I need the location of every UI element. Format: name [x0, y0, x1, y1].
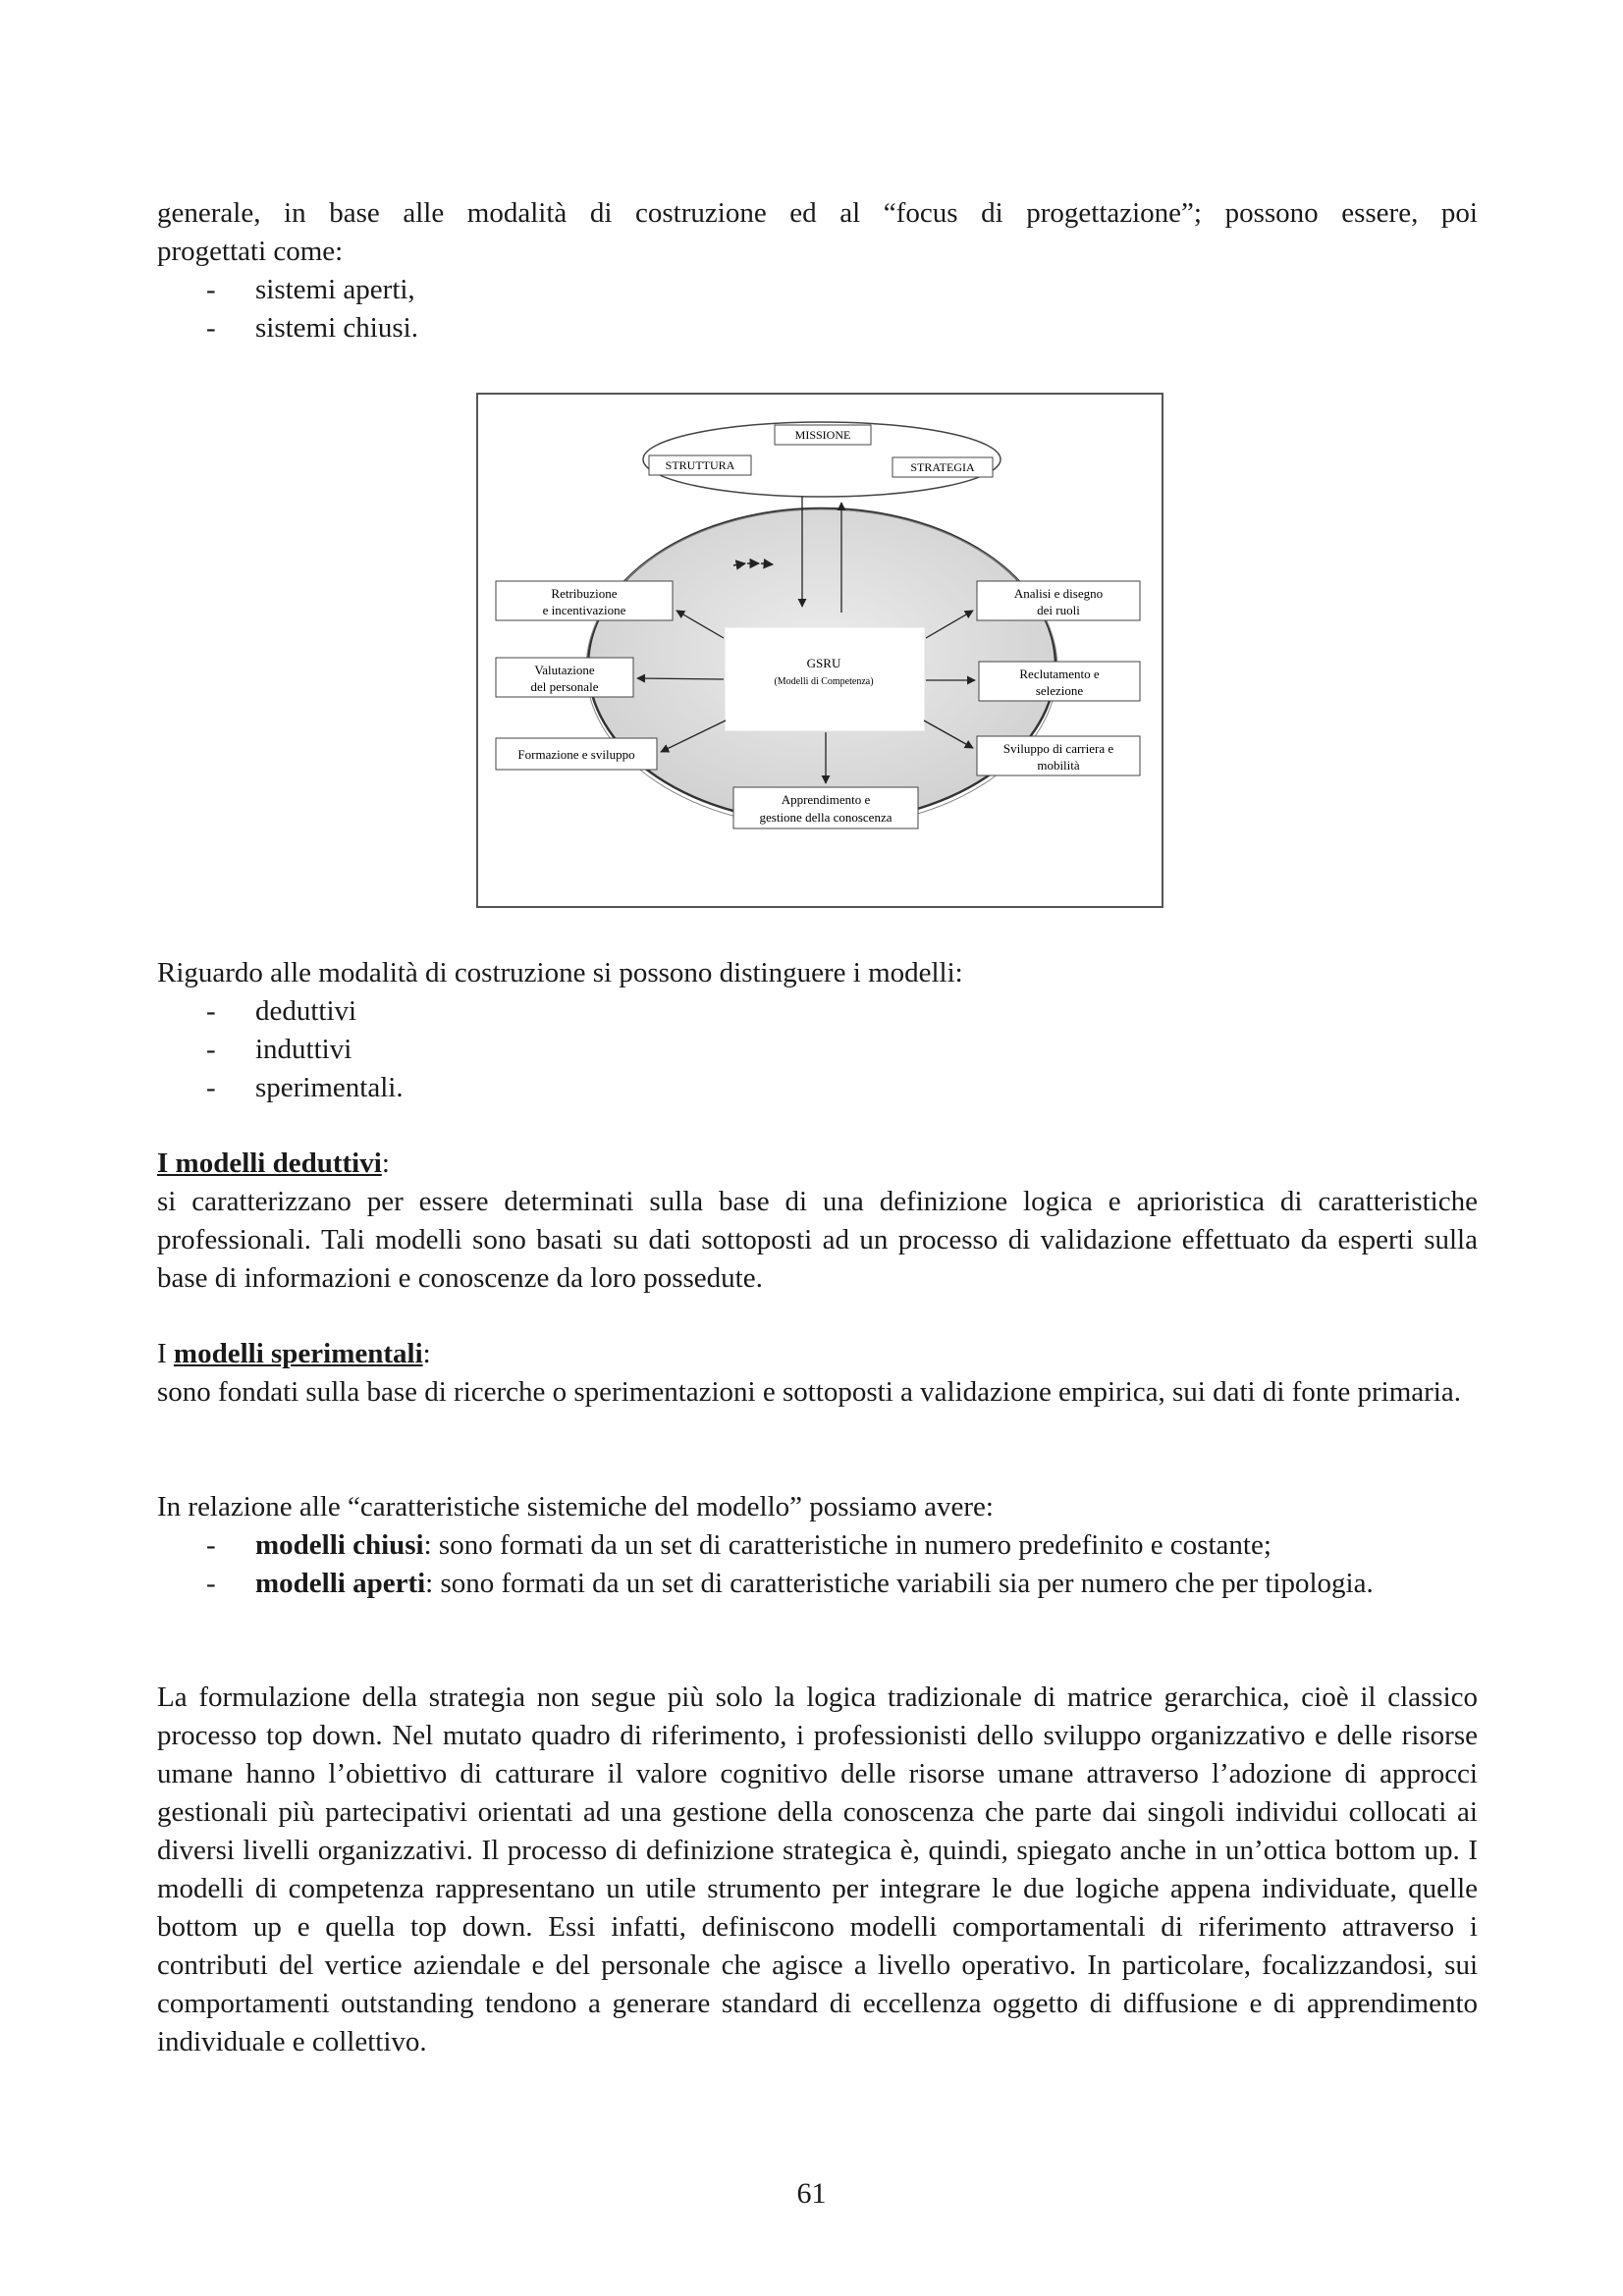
valutazione-label-1: Valutazione [534, 663, 595, 677]
apprendimento-label-1: Apprendimento e [781, 792, 871, 807]
systemic-intro: In relazione alle “caratteristiche sistemiche del modello” possiamo avere: [157, 1491, 994, 1522]
deductive-section [157, 1145, 1478, 1298]
flow-arrow [761, 563, 773, 564]
retribuzione-label-2: e incentivazione [542, 603, 626, 617]
page-number: 61 [796, 2177, 827, 2210]
list-item: - sistemi chiusi. [206, 312, 418, 344]
strategy-section [157, 1679, 1478, 2061]
list-item: - modelli aperti: sono formati da un set di caratteristiche variabili sia per numero che per tipologia. [206, 1568, 1374, 1599]
formazione-label: Formazione e sviluppo [517, 747, 635, 762]
experimental-body: sono fondati sulla base di ricerche o sperimentazioni e sottoposti a validazione empirica, sui dati di fonte primaria. [157, 1376, 1461, 1408]
list-item: - deduttivi [206, 995, 357, 1027]
list-item: - sistemi aperti, [206, 274, 415, 305]
construction-intro: Riguardo alle modalità di costruzione si possono distinguere i modelli: [157, 957, 963, 988]
deductive-body: si caratterizzano per essere determinati sulla base di una definizione logica e aprioristica di caratteristiche professionali. Tali modelli sono basati su dati sottoposti ad un processo di validazione effettuato da esperti sulla base di informazioni e conoscenze da loro possedute. [157, 1186, 1478, 1294]
analisi-label-2: dei ruoli [1037, 603, 1080, 617]
intro-section [157, 194, 1478, 347]
apprendimento-label-2: gestione della conoscenza [759, 810, 893, 825]
gsru-title: GSRU [806, 656, 841, 670]
intro-line-2: progettati come: [157, 236, 344, 267]
reclutamento-label-2: selezione [1035, 683, 1084, 698]
list-item: - induttivi [206, 1034, 352, 1065]
strategy-paragraph: La formulazione della strategia non segue più solo la logica tradizionale di matrice gerarchica, cioè il classico processo top down. Nel mutato quadro di riferimento, i professionisti dello sviluppo organizzativo e delle risorse umane hanno l’obiettivo di catturare il valore cognitivo delle risorse umane attraverso l’adozione di approcci gestionali più partecipativi orientati ad una gestione della conoscenza che parte dai singoli individui collocati ai diversi livelli organizzativi. Il processo di definizione strategica è, quindi, spiegato anche in un’ottica bottom up. I modelli di competenza rappresentano un utile strumento per integrare le due logiche appena individuate, quelle bottom up e quella top down. Essi infatti, definiscono modelli comportamentali di riferimento attraverso i contributi del vertice aziendale e del personale che agisce a livello operativo. In particolare, focalizzandosi, sui comportamenti outstanding tendono a generare standard di eccellenza oggetto di diffusione e di apprendimento individuale e collettivo. [157, 1682, 1478, 2057]
missione-label: MISSIONE [794, 428, 851, 442]
sviluppo-label-1: Sviluppo di carriera e [1002, 741, 1114, 756]
list-item: - modelli chiusi: sono formati da un set di caratteristiche in numero predefinito e costante; [206, 1529, 1271, 1561]
retribuzione-label-1: Retribuzione [551, 586, 618, 601]
reclutamento-label-1: Reclutamento e [1019, 667, 1100, 681]
gsru-diagram [476, 393, 1163, 908]
intro-line-1: generale, in base alle modalità di costruzione ed al “focus di progettazione”; possono essere, poi [157, 197, 1478, 229]
gsru-subtitle: (Modelli di Competenza) [774, 676, 874, 687]
analisi-label-1: Analisi e disegno [1013, 586, 1104, 601]
deductive-heading: I modelli deduttivi: [157, 1148, 390, 1179]
construction-section [157, 954, 1478, 1107]
list-item: - sperimentali. [206, 1072, 404, 1103]
systemic-section [157, 1488, 1478, 1603]
struttura-label: STRUTTURA [665, 458, 735, 472]
strategia-label: STRATEGIA [910, 460, 975, 474]
valutazione-label-2: del personale [530, 679, 599, 694]
sviluppo-label-2: mobilità [1037, 758, 1080, 773]
experimental-heading: I modelli sperimentali: [157, 1338, 431, 1369]
experimental-section [157, 1335, 1478, 1412]
